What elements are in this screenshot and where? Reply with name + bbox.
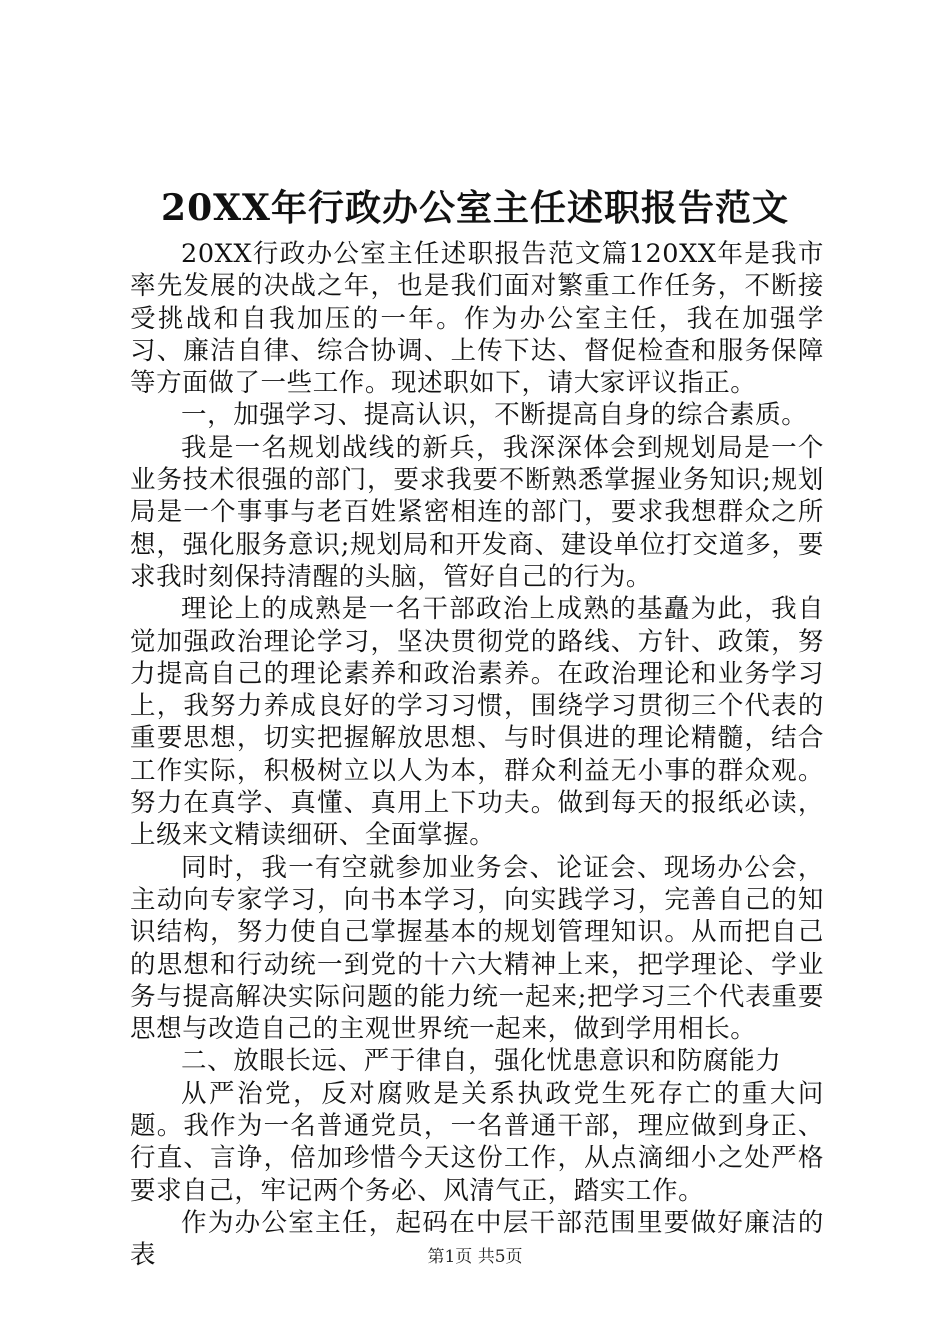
section-heading: 二、放眼长远、严于律自，强化忧患意识和防腐能力: [181, 1046, 782, 1077]
paragraph: 作为办公室主任，起码在中层干部范围里要做好廉洁的表: [130, 1207, 824, 1271]
paragraph: 同时，我一有空就参加业务会、论证会、现场办公会，主动向专家学习，向书本学习，向实践学习，完善自己的知识结构，努力使自己掌握基本的规划管理知识。从而把自己的思想和行动统一到党的十六大精神上来，把学理论、学业务与提高解决实际问题的能力统一起来;把学习三个代表重要思想与改造自己的主观世界统一起来，做到学用相长。: [130, 852, 824, 1045]
paragraph: 从严治党，反对腐败是关系执政党生死存亡的重大问题。我作为一名普通党员，一名普通干部，理应做到身正、行直、言诤，倍加珍惜今天这份工作，从点滴细小之处严格要求自己，牢记两个务必、风清气正，踏实工作。: [130, 1078, 824, 1206]
paragraph: 20XX行政办公室主任述职报告范文篇120XX年是我市率先发展的决战之年，也是我们面对繁重工作任务，不断接受挑战和自我加压的一年。作为办公室主任，我在加强学习、廉洁自律、综合协调、上传下达、督促检查和服务保障等方面做了一些工作。现述职如下，请大家评议指正。: [130, 239, 824, 399]
document-title: 20XX年行政办公室主任述职报告范文: [161, 187, 789, 229]
paragraph: 理论上的成熟是一名干部政治上成熟的基矗为此，我自觉加强政治理论学习，坚决贯彻党的路线、方针、政策，努力提高自己的理论素养和政治素养。在政治理论和业务学习上，我努力养成良好的学习习惯，围绕学习贯彻三个代表的重要思想，切实把握解放思想、与时俱进的理论精髓，结合工作实际，积极树立以人为本，群众利益无小事的群众观。努力在真学、真懂、真用上下功夫。做到每天的报纸必读，上级来文精读细研、全面掌握。: [130, 594, 824, 851]
section-heading: 一，加强学习、提高认识，不断提高自身的综合素质。: [181, 400, 808, 431]
page-footer: 第1页 共5页: [427, 1247, 523, 1267]
paragraph: 我是一名规划战线的新兵，我深深体会到规划局是一个业务技术很强的部门，要求我要不断熟悉掌握业务知识;规划局是一个事事与老百姓紧密相连的部门，要求我想群众之所想，强化服务意识;规划局和开发商、建设单位打交道多，要求我时刻保持清醒的头脑，管好自己的行为。: [130, 432, 824, 592]
document-body: [130, 238, 824, 1272]
